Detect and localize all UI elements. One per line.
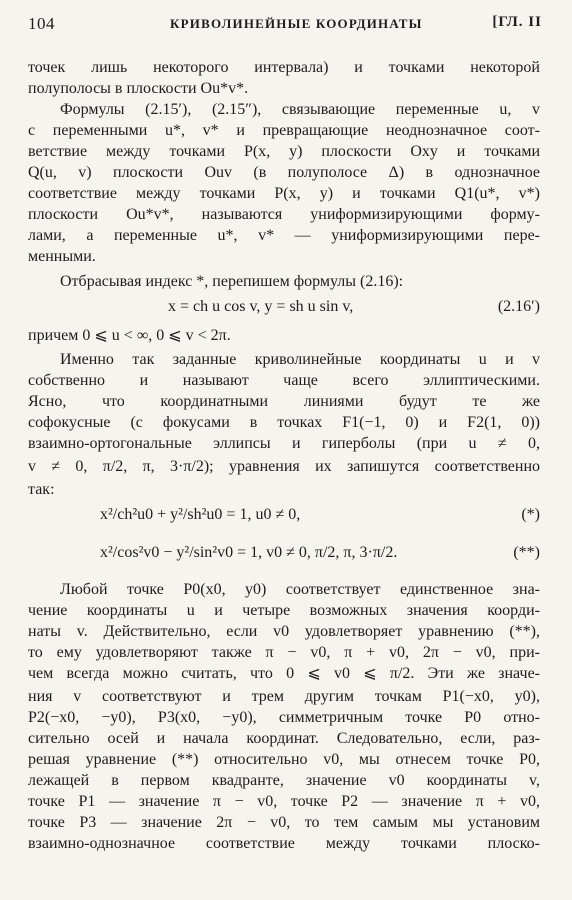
text-line: наты v. Действительно, если v0 удовлетворяет уравнению (**), [28, 623, 540, 640]
text-line: то ему удовлетворяют также π − v0, π + v0, 2π − v0, при- [28, 644, 540, 661]
equation-number: (2.16′) [497, 298, 540, 315]
text-line: причем 0 ⩽ u < ∞, 0 ⩽ v < 2π. [28, 327, 231, 344]
text-line: точке P3 — значение 2π − v0, то тем самым мы установим [28, 814, 540, 831]
equation-hyperbola: x²/cos²v0 − y²/sin²v0 = 1, v0 ≠ 0, π/2, π, 3·π/2. [100, 544, 398, 561]
text-line: Q(u, v) плоскости Ouv (в полуполосе Δ) в однозначное [28, 164, 540, 181]
text-line: менными. [28, 248, 96, 265]
text-line: чем всегда можно считать, что 0 ⩽ v0 ⩽ π/2. Эти же значе- [28, 665, 540, 682]
text-line: взаимно-ортогональные эллипсы и гиперболы (при u ≠ 0, [28, 435, 540, 452]
equation-number: (**) [513, 544, 540, 561]
page-number: 104 [28, 14, 55, 33]
text-line: Именно так заданные криволинейные координаты u и v [60, 351, 540, 368]
text-line: собственно и называют чаще всего эллиптическими. [28, 372, 540, 389]
text-line: v ≠ 0, π/2, π, 3·π/2); уравнения их запишутся соответственно [28, 458, 540, 475]
text-line: лежащей в первом квадранте, значение v0 координаты v, [28, 772, 540, 789]
text-line: P2(−x0, −y0), P3(x0, −y0), симметричным точке P0 отно- [28, 709, 540, 726]
running-title: КРИВОЛИНЕЙНЫЕ КООРДИНАТЫ [170, 16, 423, 31]
text-line: точек лишь некоторого интервала) и точками некоторой [28, 59, 540, 76]
text-line: точке P1 — значение π − v0, точке P2 — значение π + v0, [28, 793, 540, 810]
text-line: соответствие между точками P(x, y) и точками Q1(u*, v*) [28, 185, 540, 202]
text-line: взаимно-однозначное соответствие между точками плоско- [28, 835, 540, 852]
text-line: сительно осей и начала координат. Следовательно, если, раз- [28, 730, 540, 747]
running-header [28, 14, 542, 40]
text-line: так: [28, 481, 55, 498]
text-line: полуполосы в плоскости Ou*v*. [28, 80, 249, 97]
text-line: Любой точке P0(x0, y0) соответствует единственное зна- [60, 581, 540, 598]
text-line: ния v соответствуют и трем другим точкам P1(−x0, y0), [28, 688, 540, 705]
text-line: лами, а переменные u*, v* — униформизирующими пере- [28, 227, 540, 244]
text-line: ветствие между точками P(x, y) плоскости Oxy и точками [28, 143, 540, 160]
text-line: с переменными u*, v* и превращающие неоднозначное соот- [28, 122, 540, 139]
equation-number: (*) [521, 506, 540, 523]
equation-2-16: x = ch u cos v, y = sh u sin v, [168, 298, 354, 315]
text-line: Ясно, что координатными линиями будут те же [28, 393, 540, 410]
text-line: Отбрасывая индекс *, перепишем формулы (2.16): [60, 273, 404, 290]
text-line: плоскости Ou*v*, называются униформизирующими форму- [28, 206, 540, 223]
equation-ellipse: x²/ch²u0 + y²/sh²u0 = 1, u0 ≠ 0, [100, 506, 301, 523]
chapter-marker: [ГЛ. II [492, 14, 542, 30]
text-line: Формулы (2.15′), (2.15″), связывающие переменные u, v [60, 101, 540, 118]
text-line: решая уравнение (**) относительно v0, мы отнесем точке P0, [28, 751, 540, 768]
text-line: софокусные (с фокусами в точках F1(−1, 0) и F2(1, 0)) [28, 414, 540, 431]
text-line: чение координаты u и четыре возможных значения коорди- [28, 602, 540, 619]
